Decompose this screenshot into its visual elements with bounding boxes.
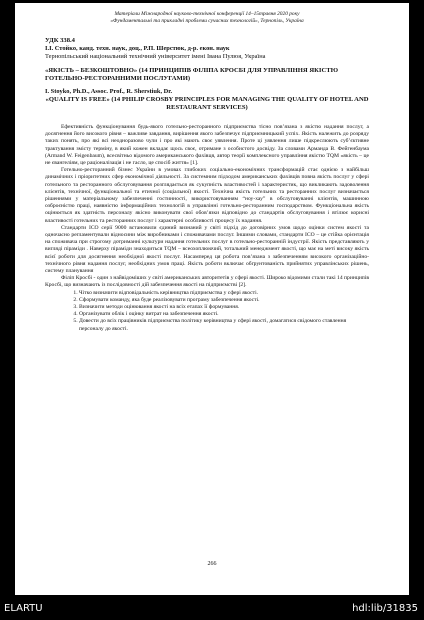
repository-name: ELARTU [4,603,43,614]
authors-ukrainian: І.І. Стойко, канд. техн. наук, доц., Р.П. Шерстюк, д-р. екон. наук [45,45,230,52]
authors-english: I. Stoyko, Ph.D., Assoc. Prof., R. Sherstiuk, Dr. [45,88,173,95]
principles-list [45,290,369,333]
document-page [15,3,409,595]
list-item: 4. Організувати облік і оцінку витрат на забезпечення якості. [79,311,369,318]
conference-header [45,11,369,25]
paragraph-2: Готельно-ресторанний бізнес України в умовах глибоких соціально-економічних трансформацій стає однією з найбільш динамічних і пріоритетних сфер економічної діяльності. За системним підходом американських фахівців повна якість послуг у сфері готельного та ресторанного обслуговування розглядається як сукупність властивостей і характеристик, що викликають задоволення клієнтів, технічної, функціональної та етичної (соціальної) якості. Технічна якість готельних та ресторанних послуг визначається рішеннями у матеріальному забезпеченні гостинності, використовуванням “ноу-хау” в обслуговуванні клієнтів, машинною озброєністю праці, наявністю інформаційних технологій в управлінні готельно-ресторанним господарством. Функціональна якість оцінюється як здатність персоналу якісно виконувати свої обов’язки відповідно до стандартів обслуговування і втілює корисні властивості готельних та ресторанних послуг і характерні особливості процесу їх надання. [45,167,369,224]
paragraph-4: Філіп Кросбі - один з найвідоміших у світі американських авторитетів у сфері якості. Широко відомими стали такі 14 принципів Кросбі, що визначають із послідовності дій забезпечення якості на підприємстві [2]. [45,275,369,289]
repository-footer [0,595,424,620]
list-item: 3. Визначити методи оцінювання якості на всіх етапах її формування. [79,304,369,311]
list-item: 5. Довести до всіх працівників підприємства політику керівництва у сфері якості, домагатися свідомого ставлення персоналу до якості. [79,318,369,332]
conference-header-line-2: «Фундаментальні та прикладні проблеми сучасних технологій», Тернопіль, Україна [110,18,304,24]
page-number: 266 [207,561,217,567]
paragraph-3: Стандарти ІСО серії 9000 встановили єдиний визнаний у світі підхід до договірних умов щодо оцінки систем якості та одночасно регламентували відносини між виробниками і споживачами послуг. Іншими словами, стандарти ІСО – це стійка орієнтація на споживача при строгому дотриманні культури надання готельних послуг в готельно-ресторанній індустрії. Якість представляють у вигляді піраміди . Наверху піраміди знаходиться TQM – всеохоплюючий, тотальний менеджмент якості, що має на меті високу якість всієї роботи для досягнення необхідної якості послуг. Насамперед ця робота пов’язана з забезпеченням високого організаційно-технічного рівня надання послуг, необхідних умов праці. Якість роботи включає обґрунтованість прийнятих управлінських рішень, систему планування [45,224,369,275]
list-item: 2. Сформувати команду, яка буде реалізовувати програму забезпечення якості. [79,297,369,304]
title-english: «QUALITY IS FREE» (14 PHILIP CROSBY PRINCIPLES FOR MANAGING THE QUALITY OF HOTEL AND RESTAURANT SERVICES) [45,96,369,111]
affiliation: Тернопільський національний технічний університет імені Івана Пулюя, Україна [45,53,266,60]
handle-id: hdl:lib/31835 [352,603,418,614]
paragraph-1: Ефективність функціонування будь-якого готельно-ресторанного підприємства тісно пов’язана з якістю надання послуг, а досягнення його високого рівня – важливе завдання, вирішення якого забезпечує підприємницький успіх. Якість належить до розряду таких понять, про які всі неодноразово чули і про які мають своє уявлення. Проте ці уявлення лише підкреслюють суб’єктивне трактування змісту терміну, в який кожен вкладає щось своє, отримане з особистого досвіду. За словами Арманда В. Фейгенбаума (Armand W. Feigenbaum), всесвітньо відомого американського фахівця, автор теорії комплексного управління якістю TQM «якість – це не євангеліям, це раціоналізація і не гасло, це спосіб життя» [1]. [45,124,369,167]
list-item: 1. Чітко визначити відповідальність керівництва підприємства у сфері якості. [79,290,369,297]
conference-header-line-1: Матеріали Міжнародної науково-технічної конференції 14–15травня 2020 року [114,11,300,17]
title-ukrainian: «ЯКІСТЬ – БЕЗКОШТОВНО» (14 ПРИНЦИПІВ ФІЛІПА КРОСБІ ДЛЯ УПРАВЛІННЯ ЯКІСТЮ ГОТЕЛЬНО-РЕСТОРАННИМИ ПОСЛУГАМИ) [45,67,339,82]
udk-code: УДК 338.4 [45,37,75,44]
